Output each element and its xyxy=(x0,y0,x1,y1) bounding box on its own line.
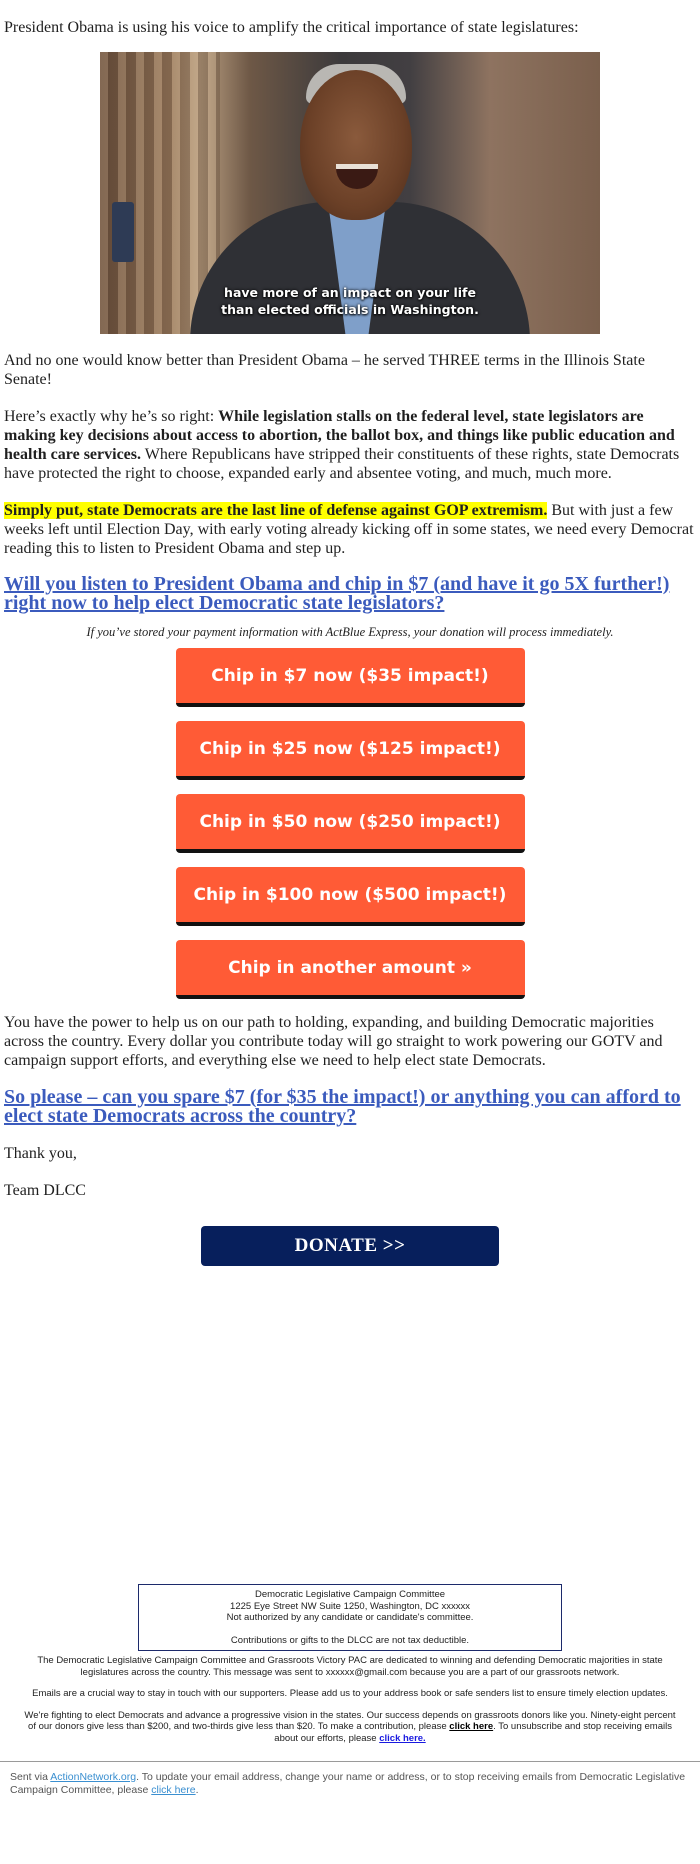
chip-in-7-button[interactable]: Chip in $7 now ($35 impact!) xyxy=(176,648,525,707)
chip-in-50-button[interactable]: Chip in $50 now ($250 impact!) xyxy=(176,794,525,853)
highlight-text: Simply put, state Democrats are the last line of defense against GOP extremism. xyxy=(4,502,548,519)
thanks-text: Thank you, xyxy=(4,1145,77,1162)
grassroots-text xyxy=(20,1710,680,1745)
lamp-decor xyxy=(112,202,134,262)
chip-in-25-button[interactable]: Chip in $25 now ($125 impact!) xyxy=(176,721,525,780)
mission-text: The Democratic Legislative Campaign Committee and Grassroots Victory PAC are dedicated to winning and defending Democratic majorities in state legislatures across the country. This message was sent to xxxxxx@gmail.com because you are a part of our grassroots network. xyxy=(37,1655,663,1678)
p3-lead: Here’s exactly why he’s so right: xyxy=(4,408,219,425)
head-shape xyxy=(300,70,412,220)
grassroots-pre: We're fighting to elect Democrats and advance a progressive vision in the states. Our success depends on grassroots donors like you. Ninety-eight percent of our donors give less than $200, and two-thirds give less than $20. To make a contribution, please xyxy=(24,1709,676,1732)
address-box xyxy=(138,1584,562,1651)
sent-pre: Sent via xyxy=(10,1771,51,1783)
paragraph-power: You have the power to help us on our path to holding, expanding, and building Democratic majorities across the country. Every dollar you contribute today will go straight to work powering our GOTV and campaign support efforts, and everything else we need to help elect state Democrats. xyxy=(4,1014,663,1069)
tax-disclaimer: Contributions or gifts to the DLCC are not tax deductible. xyxy=(230,1634,470,1646)
ask-link-spare[interactable]: So please – can you spare $7 (for $35 the impact!) or anything you can afford to elect state Democrats across the country? xyxy=(4,1086,681,1127)
sent-mid: . To update your email address, change your name or address, or to stop receiving emails from Democratic Legislative Campaign Committee, please xyxy=(10,1771,686,1796)
actblue-express-note: If you’ve stored your payment information with ActBlue Express, your donation will process immediately. xyxy=(86,625,614,639)
street-address: 1225 Eye Street NW Suite 1250, Washington, DC xxxxxx xyxy=(230,1600,470,1612)
donate-button[interactable]: DONATE >> xyxy=(201,1226,499,1266)
actionnetwork-link[interactable]: ActionNetwork.org xyxy=(50,1771,137,1783)
unsubscribe-link[interactable]: click here. xyxy=(379,1732,426,1744)
ask-link-chip-in[interactable]: Will you listen to President Obama and chip in $7 (and have it go 5X further!) right now to help elect Democratic state legislators? xyxy=(4,573,670,614)
paragraph-three-terms: And no one would know better than President Obama – he served THREE terms in the Illinois State Senate! xyxy=(4,352,645,388)
paragraph-why-right xyxy=(4,407,696,483)
org-name: Democratic Legislative Campaign Committee xyxy=(254,1589,446,1600)
grassroots-mid: . To unsubscribe and stop receiving emails about our efforts, please xyxy=(274,1721,672,1744)
p3-rest: Where Republicans have stripped their constituents of these rights, state Democrats have protected the right to choose, expanded early and absentee voting, and much, much more. xyxy=(4,446,680,482)
update-prefs-link[interactable]: click here xyxy=(151,1784,196,1796)
sent-end: . xyxy=(195,1784,199,1796)
obama-video-still[interactable] xyxy=(100,52,600,334)
footer xyxy=(4,1584,696,1744)
safe-senders-text: Emails are a crucial way to stay in touch with our supporters. Please add us to your address book or safe senders list to ensure timely election updates. xyxy=(32,1688,668,1699)
paragraph-last-line xyxy=(4,501,696,558)
caption-line-1: have more of an impact on your life xyxy=(224,285,476,300)
caption-line-2: than elected officials in Washington. xyxy=(221,302,479,317)
authorization-disclaimer: Not authorized by any candidate or candidate's committee. xyxy=(226,1612,474,1623)
chip-in-100-button[interactable]: Chip in $100 now ($500 impact!) xyxy=(176,867,525,926)
contribute-link[interactable]: click here xyxy=(449,1721,494,1732)
p3-bold: While legislation stalls on the federal level, state legislators are making key decisions about access to abortion, the ballot box, and things like public education and health care services. xyxy=(4,408,675,463)
chip-in-other-button[interactable]: Chip in another amount » xyxy=(176,940,525,999)
signature: Team DLCC xyxy=(4,1182,86,1199)
intro-text: President Obama is using his voice to amplify the critical importance of state legislatures: xyxy=(4,19,579,36)
sent-via-text xyxy=(0,1762,700,1797)
video-caption xyxy=(100,284,600,318)
p4-rest: But with just a few weeks left until Election Day, with early voting already kicking off in some states, we need every Democrat reading this to listen to President Obama and step up. xyxy=(4,502,694,557)
donation-buttons xyxy=(4,648,696,999)
